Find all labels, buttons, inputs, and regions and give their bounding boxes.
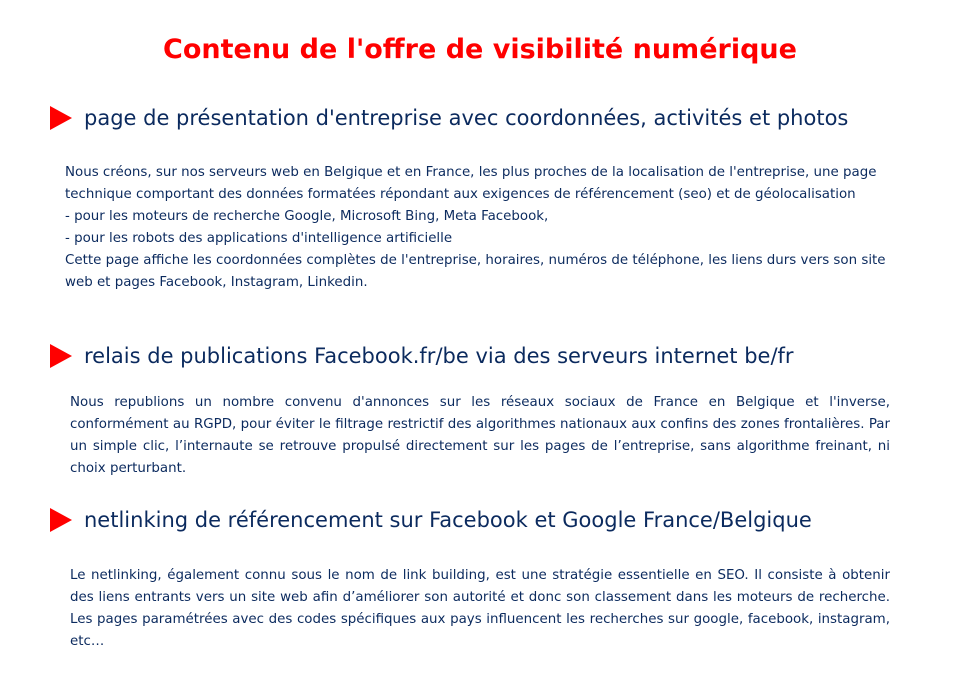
section-heading-netlinking	[50, 505, 812, 535]
list-item: - pour les moteurs de recherche Google, Microsoft Bing, Meta Facebook,	[65, 209, 549, 224]
section-title: netlinking de référencement sur Facebook et Google France/Belgique	[84, 508, 812, 532]
section-title: relais de publications Facebook.fr/be via des serveurs internet be/fr	[84, 344, 794, 368]
section-heading-presentation	[50, 103, 848, 133]
red-triangle-bullet-icon	[50, 344, 72, 368]
paragraph: Cette page affiche les coordonnées complètes de l'entreprise, horaires, numéros de téléphone, les liens durs vers son site web et pages Facebook, Instagram, Linkedin.	[65, 253, 886, 290]
section-body-relais: Nous republions un nombre convenu d'annonces sur les réseaux sociaux de France en Belgique et l'inverse, conformément au RGPD, pour éviter le filtrage restrictif des algorithmes nationaux aux confins des zones frontalières. Par un simple clic, l’internaute se retrouve propulsé directement sur les pages de l’entreprise, sans algorithme freinant, ni choix perturbant.	[70, 395, 890, 476]
section-title: page de présentation d'entreprise avec coordonnées, activités et photos	[84, 106, 849, 130]
paragraph: Nous créons, sur nos serveurs web en Belgique et en France, les plus proches de la localisation de l'entreprise, une page technique comportant des données formatées répondant aux exigences de référencement (seo) et de géolocalisation	[65, 165, 877, 202]
section-heading-relais	[50, 341, 794, 371]
red-triangle-bullet-icon	[50, 508, 72, 532]
section-body-presentation	[65, 162, 895, 294]
section-body-netlinking: Le netlinking, également connu sous le nom de link building, est une stratégie essentielle en SEO. Il consiste à obtenir des liens entrants vers un site web afin d’améliorer son autorité et donc son classement dans les moteurs de recherche. Les pages paramétrées avec des codes spécifiques aux pays influencent les recherches sur google, facebook, instagram, etc…	[70, 568, 890, 649]
list-item: - pour les robots des applications d'intelligence artificielle	[65, 231, 453, 246]
page-title: Contenu de l'offre de visibilité numérique	[163, 34, 797, 65]
red-triangle-bullet-icon	[50, 106, 72, 130]
